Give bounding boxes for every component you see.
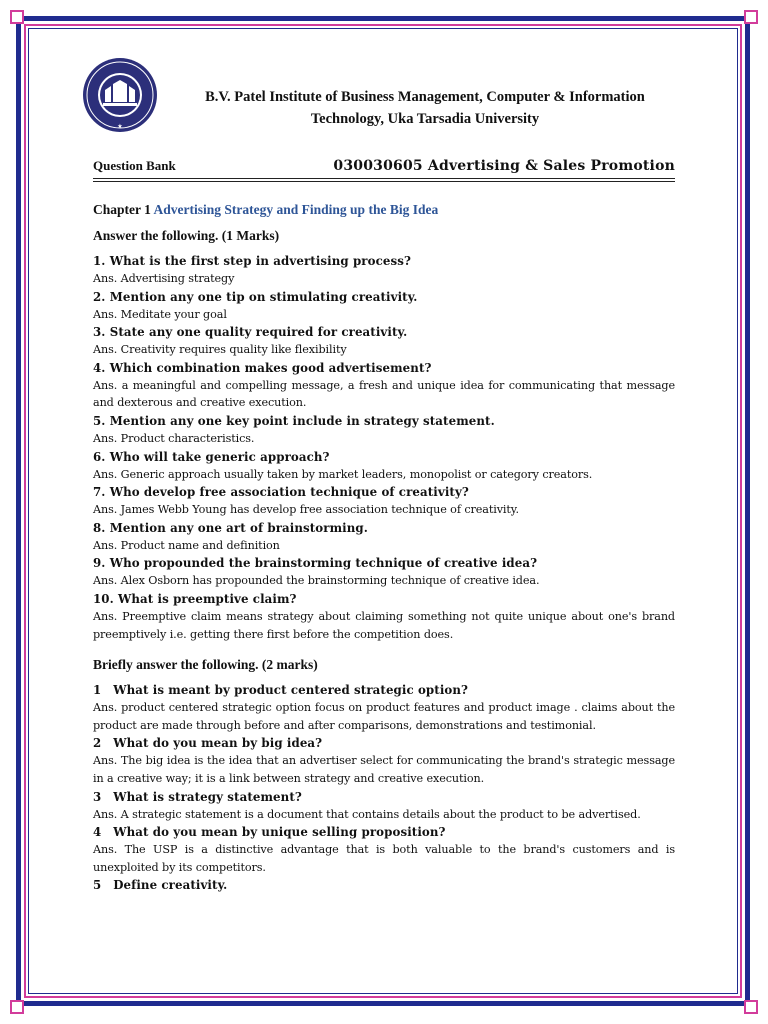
question: 7. Who develop free association technique of creativity? <box>93 485 469 500</box>
answer: Ans. Preemptive claim means strategy about claiming something not quite unique about one's brand preemptively i.e. getting there first before the competition does. <box>93 609 675 641</box>
document-header <box>93 56 675 148</box>
answer: Ans. Advertising strategy <box>93 272 235 285</box>
answer: Ans. Creativity requires quality like flexibility <box>93 343 347 357</box>
question: 1. What is the first step in advertising process? <box>93 254 411 268</box>
qa-item <box>93 734 675 787</box>
answer: Ans. Meditate your goal <box>93 307 227 321</box>
qa-item <box>93 359 675 412</box>
qa-item <box>93 519 675 555</box>
qa-item <box>93 412 675 448</box>
question: 10. What is preemptive claim? <box>93 591 297 606</box>
qa-item <box>93 876 675 894</box>
qa-item <box>93 554 675 590</box>
question <box>93 788 675 806</box>
question <box>93 823 675 841</box>
question-number: 4 <box>93 825 102 840</box>
corner-ornament-top-left <box>10 10 24 24</box>
qa-item <box>93 323 675 359</box>
question-text: Define creativity. <box>113 878 228 893</box>
qa-item <box>93 823 675 876</box>
answer: Ans. A strategic statement is a document that contains details about the product to be advertised. <box>93 807 641 821</box>
chapter-number: Chapter 1 <box>93 202 151 217</box>
question: 6. Who will take generic approach? <box>93 449 330 464</box>
section1-list <box>93 252 675 643</box>
section2-heading: Briefly answer the following. (2 marks) <box>93 657 318 673</box>
question: 4. Which combination makes good advertisement? <box>93 360 432 375</box>
question: 5. Mention any one key point include in strategy statement. <box>93 413 495 428</box>
question <box>93 876 675 894</box>
section1-heading: Answer the following. (1 Marks) <box>93 228 280 243</box>
question-number: 1 <box>93 683 102 698</box>
corner-ornament-top-right <box>744 10 758 24</box>
qa-item <box>93 448 675 484</box>
answer: Ans. Product characteristics. <box>93 431 255 445</box>
question-number: 5 <box>93 878 102 893</box>
qa-item <box>93 483 675 519</box>
institute-name <box>165 86 685 130</box>
answer: Ans. Product name and definition <box>93 538 280 552</box>
answer: Ans. The big idea is the idea that an advertiser select for communicating the brand's strategic message in a creative way; it is a link between strategy and creative execution. <box>93 754 675 785</box>
institute-line-2: Technology, Uka Tarsadia University <box>310 111 540 127</box>
question-number: 3 <box>93 789 102 804</box>
svg-text:★: ★ <box>117 123 123 130</box>
question <box>93 734 675 752</box>
answer: Ans. The USP is a distinctive advantage that is both valuable to the brand's customers and is unexploited by its competitors. <box>93 843 675 874</box>
qa-item <box>93 288 675 324</box>
qa-item <box>93 681 675 734</box>
answer: Ans. a meaningful and compelling message, a fresh and unique idea for communicating that message and dexterous and creative execution. <box>93 378 675 410</box>
question-text: What do you mean by big idea? <box>113 736 323 751</box>
section2-list <box>93 681 675 894</box>
university-seal-logo <box>81 56 159 134</box>
question-text: What is strategy statement? <box>113 789 302 804</box>
question-bank-row <box>93 152 675 174</box>
question <box>93 681 675 699</box>
institute-line-1: B.V. Patel Institute of Business Management, Computer & Information <box>205 89 645 105</box>
corner-ornament-bottom-left <box>10 1000 24 1014</box>
question-bank-label: Question Bank <box>93 158 176 173</box>
question-text: What is meant by product centered strategic option? <box>113 683 469 698</box>
qa-item <box>93 252 675 288</box>
answer: Ans. Generic approach usually taken by market leaders, monopolist or category creators. <box>93 467 593 481</box>
page-content <box>93 56 675 894</box>
header-rule-bottom <box>93 181 675 182</box>
question: 3. State any one quality required for creativity. <box>93 325 408 340</box>
question-number: 2 <box>93 736 102 751</box>
question-text: What do you mean by unique selling proposition? <box>113 825 446 840</box>
answer: Ans. James Webb Young has develop free association technique of creativity. <box>93 503 519 517</box>
chapter-title: Advertising Strategy and Finding up the Big Idea <box>153 202 439 217</box>
chapter-heading <box>93 202 675 218</box>
course-code-title: 030030605 Advertising & Sales Promotion <box>333 158 675 174</box>
question: 9. Who propounded the brainstorming technique of creative idea? <box>93 556 538 571</box>
corner-ornament-bottom-right <box>744 1000 758 1014</box>
qa-item <box>93 590 675 643</box>
header-rule-top <box>93 178 675 179</box>
answer: Ans. Alex Osborn has propounded the brainstorming technique of creative idea. <box>93 574 540 588</box>
question: 2. Mention any one tip on stimulating creativity. <box>93 289 418 304</box>
answer: Ans. product centered strategic option focus on product features and product image . claims about the product are made through before and after comparisons, demonstrations and testimonial. <box>93 701 675 732</box>
question: 8. Mention any one art of brainstorming. <box>93 520 368 535</box>
qa-item <box>93 788 675 824</box>
